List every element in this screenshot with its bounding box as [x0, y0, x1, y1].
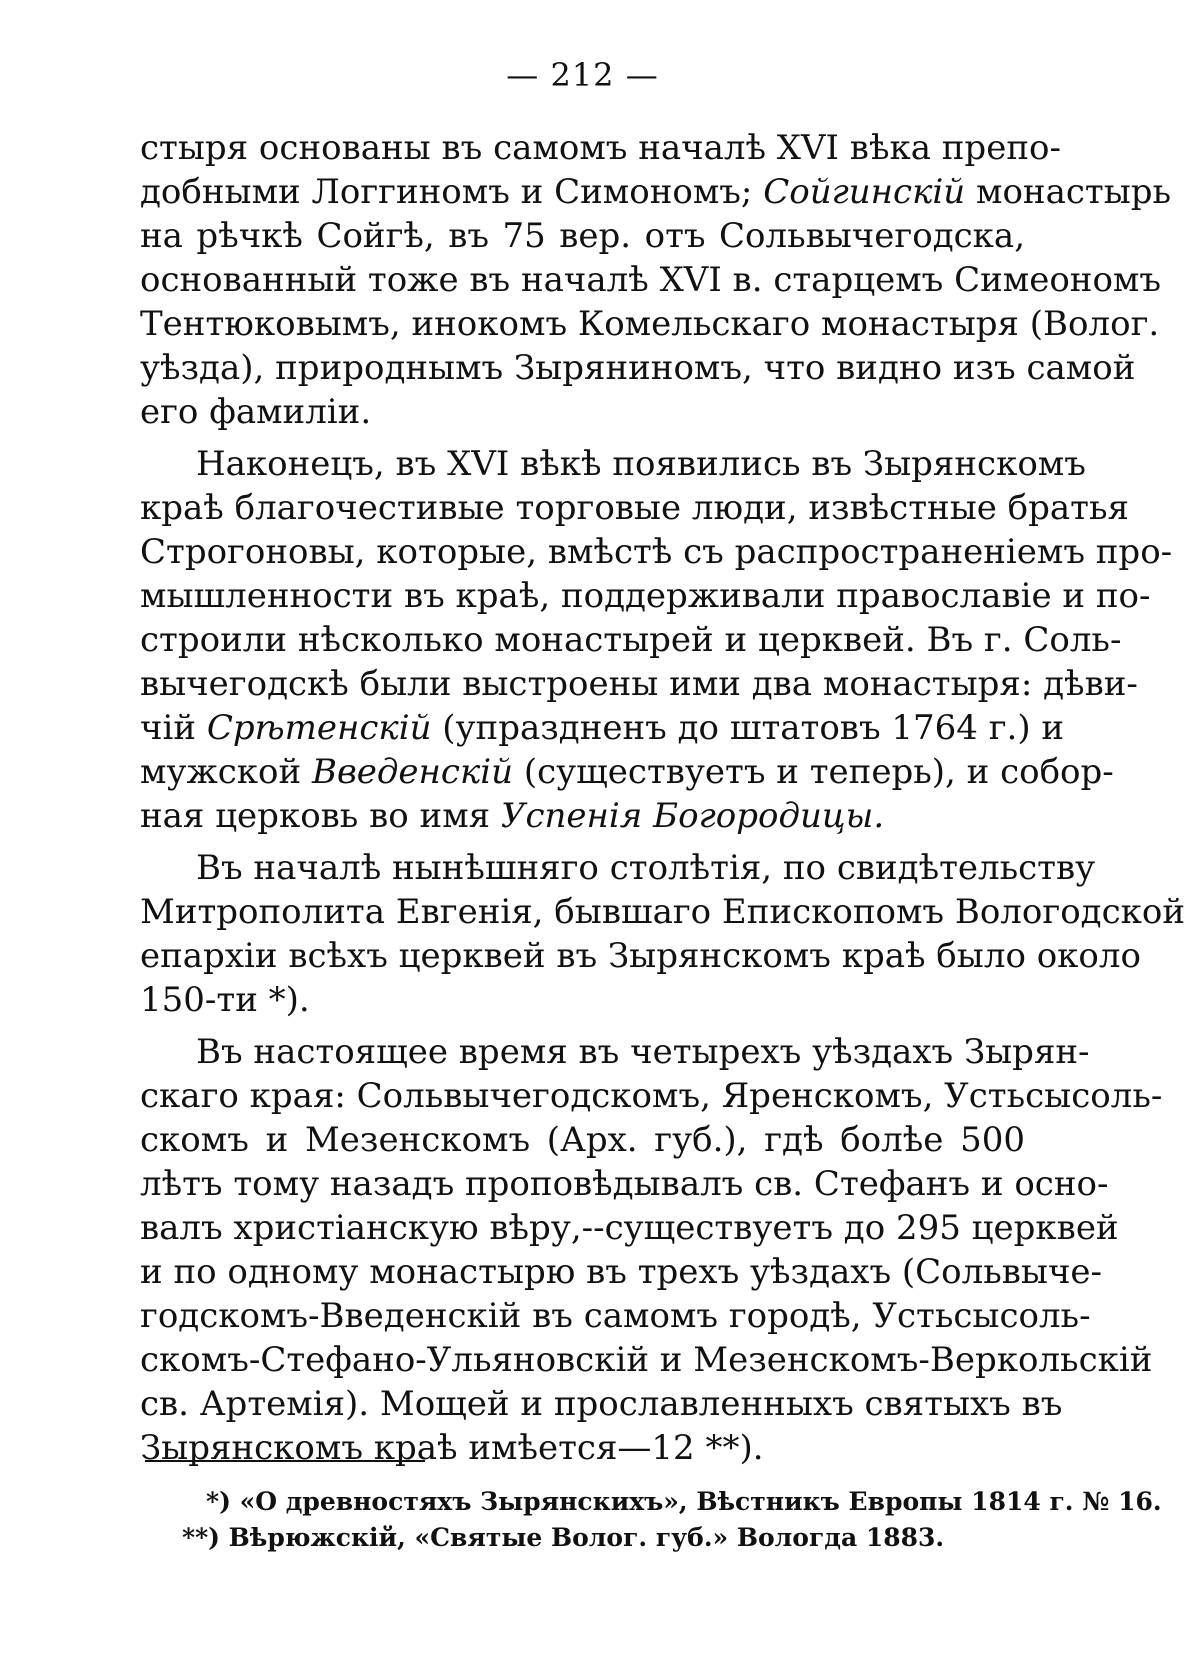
text-line — [140, 1074, 1163, 1118]
italic-name: Успенія Богородицы. — [500, 796, 885, 836]
paragraph — [140, 1030, 1163, 1470]
text-line — [140, 846, 1096, 890]
text-line — [140, 978, 1025, 1022]
text-segment: (упраздненъ до штатовъ 1764 г.) и — [431, 708, 1065, 748]
text-line — [140, 934, 1141, 978]
text-line — [140, 662, 1138, 706]
text-line — [140, 574, 1151, 618]
footnote-divider — [145, 1460, 425, 1462]
text-line — [140, 126, 1061, 170]
text-line — [140, 302, 1160, 346]
text-segment: его фамиліи. — [140, 392, 372, 432]
paragraph-gap — [140, 838, 1025, 846]
text-line — [140, 390, 1025, 434]
paragraph — [140, 442, 1173, 838]
page-number: — 212 — — [506, 56, 659, 94]
text-line — [140, 1162, 1109, 1206]
text-segment: Митрополита Евгенія, бывшаго Епископомъ Вологодской — [140, 892, 1185, 932]
text-line — [140, 1118, 1025, 1162]
text-segment: валъ христіанскую вѣру,--существуетъ до 295 церквей — [140, 1208, 1119, 1248]
text-line — [140, 1250, 1103, 1294]
paragraph — [140, 126, 1172, 434]
text-segment: мышленности въ краѣ, поддерживали православіе и по- — [140, 576, 1151, 616]
text-segment: и по одному монастырю въ трехъ уѣздахъ (Сольвыче- — [140, 1252, 1103, 1292]
text-segment: скаго края: Сольвычегодскомъ, Яренскомъ, Устьсысоль- — [140, 1076, 1163, 1116]
text-line — [140, 214, 1025, 258]
italic-name: Сойгинскій — [763, 172, 966, 212]
text-segment: основанный тоже въ началѣ XVI в. старцемъ Симеономъ — [140, 260, 1161, 300]
text-line — [140, 486, 1129, 530]
text-segment: уѣзда), природнымъ Зыряниномъ, что видно изъ самой — [140, 348, 1136, 388]
text-line — [140, 258, 1161, 302]
text-segment: Тентюковымъ, инокомъ Комельскаго монастыря (Волог. — [140, 304, 1160, 344]
text-segment: мужской — [140, 752, 312, 792]
text-line — [140, 1294, 1091, 1338]
text-segment: лѣтъ тому назадъ проповѣдывалъ св. Стефанъ и осно- — [140, 1164, 1109, 1204]
text-segment: Въ началѣ нынѣшняго столѣтія, по свидѣтельству — [196, 848, 1096, 888]
text-segment: на рѣчкѣ Сойгѣ, въ 75 вер. отъ Сольвычегодска, — [140, 216, 1025, 256]
text-segment: строили нѣсколько монастырей и церквей. Въ г. Соль- — [140, 620, 1122, 660]
text-line — [140, 706, 1065, 750]
italic-name: Срѣтенскій — [206, 708, 432, 748]
footnote-1: *) «О древностяхъ Зырянскихъ», Вѣстникъ Европы 1814 г. № 16. — [206, 1487, 1162, 1516]
text-segment: Зырянскомъ краѣ имѣется—12 **). — [140, 1428, 764, 1468]
text-segment: епархіи всѣхъ церквей въ Зырянскомъ краѣ было около — [140, 936, 1141, 976]
footnotes — [140, 1484, 1162, 1556]
text-line — [140, 1426, 1025, 1470]
text-line — [140, 442, 1086, 486]
text-line — [140, 618, 1122, 662]
paragraph — [140, 846, 1185, 1022]
footnote-2: **) Вѣрюжскій, «Святые Волог. губ.» Вологда 1883. — [182, 1523, 945, 1552]
text-segment: чій — [140, 708, 207, 748]
text-segment: краѣ благочестивые торговые люди, извѣстные братья — [140, 488, 1129, 528]
text-line — [140, 1338, 1153, 1382]
text-line — [140, 890, 1185, 934]
text-segment: св. Артемія). Мощей и прославленныхъ святыхъ въ — [140, 1384, 1063, 1424]
text-segment: 150-ти *). — [140, 980, 310, 1020]
text-segment: вычегодскѣ были выстроены ими два монастыря: дѣви- — [140, 664, 1138, 704]
text-line — [140, 530, 1173, 574]
text-line — [140, 1382, 1063, 1426]
text-segment: скомъ и Мезенскомъ (Арх. губ.), гдѣ болѣе 500 — [140, 1120, 1025, 1160]
text-segment: Въ настоящее время въ четырехъ уѣздахъ Зырян- — [196, 1032, 1090, 1072]
paragraph-gap — [140, 1022, 1025, 1030]
text-line — [140, 1206, 1119, 1250]
text-segment: (существуетъ и теперь), и собор- — [513, 752, 1114, 792]
body-text — [140, 126, 1185, 1470]
paragraph-gap — [140, 434, 1025, 442]
text-segment: стыря основаны въ самомъ началѣ XVI вѣка препо- — [140, 128, 1061, 168]
text-segment: ная церковь во имя — [140, 796, 501, 836]
text-segment: Наконецъ, въ XVI вѣкѣ появились въ Зырянскомъ — [196, 444, 1086, 484]
text-line — [140, 750, 1114, 794]
text-segment: скомъ-Стефано-Ульяновскій и Мезенскомъ-Веркольскій — [140, 1340, 1153, 1380]
text-segment: Строгоновы, которые, вмѣстѣ съ распространеніемъ про- — [140, 532, 1173, 572]
text-segment: монастырь — [965, 172, 1172, 212]
text-line — [140, 794, 1025, 838]
text-segment: годскомъ-Введенскій въ самомъ городѣ, Устьсысоль- — [140, 1296, 1091, 1336]
text-segment: добными Логгиномъ и Симономъ; — [140, 172, 764, 212]
text-line — [140, 346, 1136, 390]
text-line — [140, 170, 1172, 214]
text-line — [140, 1030, 1090, 1074]
italic-name: Введенскій — [311, 752, 514, 792]
